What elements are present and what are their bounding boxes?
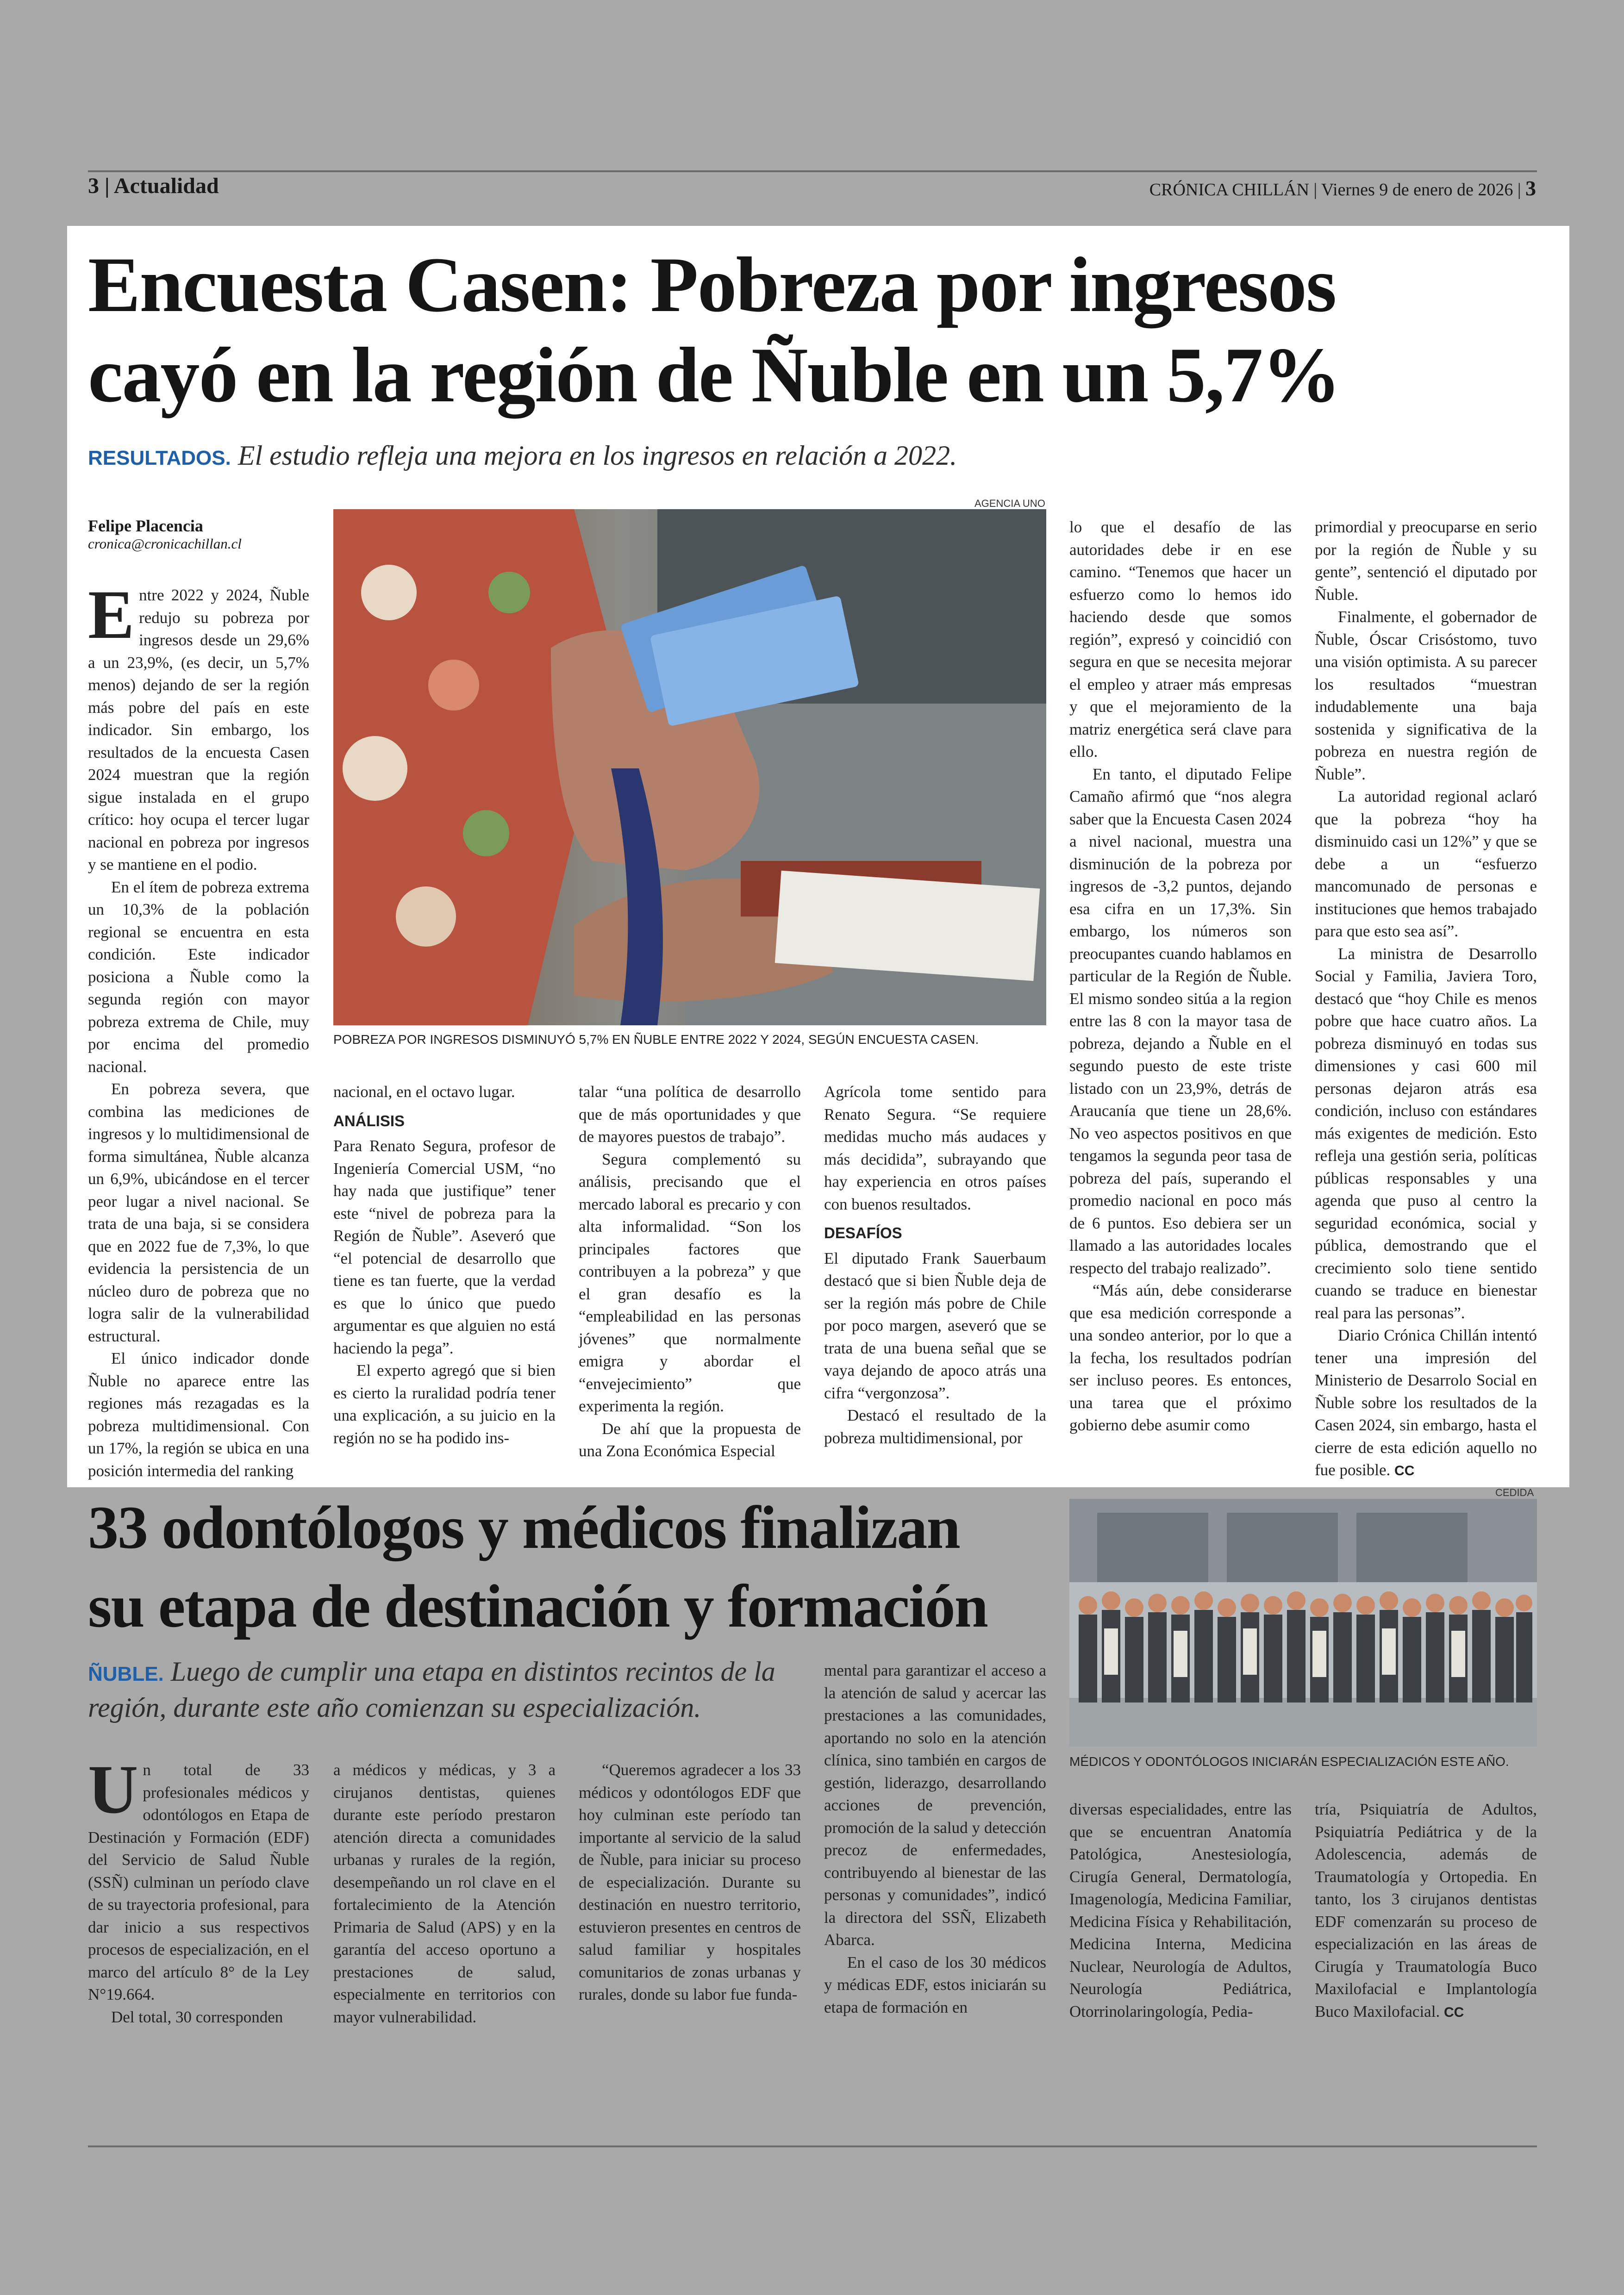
article1-column-4 [824, 1081, 1046, 1449]
dropcap: E [88, 576, 135, 653]
photo-credit: AGENCIA UNO [974, 498, 1045, 509]
photo-caption: POBREZA POR INGRESOS DISMINUYÓ 5,7% EN ÑUBLE ENTRE 2022 Y 2024, SEGÚN ENCUESTA CASEN. [333, 1032, 979, 1047]
page-number-right: 3 [1525, 176, 1536, 200]
paragraph: En pobreza severa, que combina las mediciones de ingresos y lo multidimensional de forma simultánea, Ñuble alcanza un 6,9%, ubicándose en el tercer peor lugar a nivel nacional. Se trata de una baja, si se considera que en 2022 fue de 7,3%, lo que evidencia la persistencia de un núcleo duro de pobreza que no logra salir de la vulnerabilidad estructural. [88, 1080, 309, 1345]
paragraph: “Más aún, debe considerarse que esa medición corresponde a una sondeo anterior, por lo que a la fecha, los resultados podrían ser incluso peores. Es entonces, una tarea que el próximo gobierno debe asumir como [1069, 1281, 1292, 1434]
photo-illustration [333, 509, 1046, 1025]
paragraph: primordial y preocuparse en serio por la región de Ñuble y su gente”, sentenció el diputado por Ñuble. [1315, 518, 1537, 604]
article1-column-6 [1315, 516, 1537, 1483]
paragraph: nacional, en el octavo lugar. [333, 1083, 515, 1101]
paragraph: Del total, 30 corresponden [111, 2008, 283, 2026]
paragraph: Finalmente, el gobernador de Ñuble, Óscar Crisóstomo, tuvo una visión optimista. A su parecer los resultados “muestran indudablemente una baja sostenida y significativa de la pobreza en nuestra región de Ñuble”. [1315, 608, 1537, 783]
paragraph: En tanto, el diputado Felipe Camaño afirmó que “nos alegra saber que la Encuesta Casen 2024 a nivel nacional, muestra una disminución de la pobreza por ingresos de -3,2 puntos, dejando esa cifra en un 17,3%. Sin embargo, los números son preocupantes cuando hablamos en particular de la Región de Ñuble. El mismo sondeo sitúa a la region entre las 8 con la mayor tasa de pobreza, dejando a Ñuble en el segundo puesto de este triste listado con un 23,9%, detrás de Araucanía que tiene un 28,6%. No veo aspectos positivos en que tengamos la segunda peor tasa de pobreza del país, superando el promedio nacional en poco más de 6 puntos. Eso debiera ser un llamado a las autoridades locales respecto del trabajo realizado”. [1069, 765, 1292, 1277]
article-photo-hands-cash [333, 509, 1046, 1025]
end-mark: CC [1394, 1463, 1415, 1478]
headline-line-1: Encuesta Casen: Pobreza por ingresos [88, 241, 1336, 328]
paragraph: Agrícola tome sentido para Renato Segura. “Se requiere medidas mucho más audaces y más decidida”, subrayando que hay experiencia en otros países con buenos resultados. [824, 1083, 1046, 1213]
subhead-analisis: ANÁLISIS [333, 1112, 405, 1129]
paragraph: Destacó el resultado de la pobreza multidimensional, por [824, 1406, 1046, 1447]
headline-line-2: cayó en la región de Ñuble en un 5,7% [88, 331, 1340, 418]
headline2-line-2: su etapa de destinación y formación [88, 1572, 987, 1640]
paragraph: En el ítem de pobreza extrema un 10,3% de la población regional se encuentra en esta condición. Este indicador posiciona a Ñuble como la segunda región con mayor pobreza extrema de Chile, muy por encima del promedio nacional. [88, 878, 309, 1076]
headline2-line-1: 33 odontólogos y médicos finalizan [88, 1493, 960, 1561]
kicker-text: El estudio refleja una mejora en los ingresos en relación a 2022. [237, 440, 957, 471]
photo-credit: CEDIDA [1495, 1487, 1534, 1498]
paragraph: De ahí que la propuesta de una Zona Económica Especial [579, 1419, 801, 1460]
article1-column-5 [1069, 516, 1292, 1437]
article2-column-5 [1069, 1798, 1292, 2023]
paragraph: En el caso de los 30 médicos y médicas EDF, estos iniciarán su etapa de formación en [824, 1953, 1046, 2016]
paragraph: ntre 2022 y 2024, Ñuble redujo su pobreza por ingresos desde un 29,6% a un 23,9%, (es decir, un 5,7% menos) dejando de ser la región más pobre del país en este indicador. Sin embargo, los resultados de la encuesta Casen 2024 muestran que la región sigue instalada en el grupo crítico: hoy ocupa el tercer lugar nacional en pobreza por ingresos y se mantiene en el podio. [88, 586, 309, 873]
kicker-2 [88, 1655, 810, 1724]
article1-column-1 [88, 576, 309, 1482]
paragraph: talar “una política de desarrollo que de más oportunidades y que de mayores puestos de trabajo”. [579, 1083, 801, 1146]
article2-column-3 [579, 1759, 801, 2006]
folio-left: 3 | Actualidad [88, 174, 219, 198]
subhead-desafios: DESAFÍOS [824, 1224, 902, 1241]
article1-column-3 [579, 1081, 801, 1463]
page-number-left: 3 [88, 174, 99, 198]
kicker [88, 440, 957, 472]
paragraph: Para Renato Segura, profesor de Ingeniería Comercial USM, “no hay nada que justifique” tener este “nivel de pobreza para la Región de Ñuble”. Aseveró que “el potencial de desarrollo que tiene es tan fuerte, que la verdad es que lo único que puedo argumentar es que alguien no está haciendo la pega”. [333, 1137, 556, 1357]
paragraph: Diario Crónica Chillán intentó tener una impresión del Ministerio de Desarrolo Social en Ñuble sobre los resultados de la Casen 2024, sin embargo, hasta el cierre de esta edición aquello no fue posible. [1315, 1326, 1537, 1479]
folio-right: CRÓNICA CHILLÁN | Viernes 9 de enero de 2026 | 3 [1149, 176, 1536, 200]
byline-name: Felipe Placencia [88, 517, 203, 535]
bottom-rule [88, 2145, 1537, 2147]
article2-column-6 [1315, 1798, 1537, 2024]
paragraph: diversas especialidades, entre las que se encuentran Anatomía Patológica, Anestesiología, Cirugía General, Dermatología, Imagenología, Medicina Familiar, Medicina Física y Rehabilitación, Medicina Interna, Medicina Nuclear, Neurología de Adultos, Neurología Pediátrica, Otorrinolaringología, Pedia- [1069, 1800, 1292, 2021]
paragraph: La ministra de Desarrollo Social y Familia, Javiera Toro, destacó que “hoy Chile es menos pobre que hace cuatro años. La pobreza disminuyó en todas sus dimensiones y casi 600 mil personas dejaron atrás esa condición, incluso con estándares más exigentes de medición. Esto refleja una gestión seria, políticas públicas responsables y una agenda que puso al centro la seguridad económica, social y pública, demostrando que el crecimiento solo tiene sentido cuando se traduce en bienestar real para las personas”. [1315, 944, 1537, 1322]
article1-column-2 [333, 1081, 556, 1449]
paragraph: n total de 33 profesionales médicos y odontólogos en Etapa de Destinación y Formación (EDF) del Servicio de Salud Ñuble (SSÑ) culminan un período clave de su trayectoria profesional, para dar inicio a sus respectivos procesos de especialización, en el marco del artículo 8° de la Ley N°19.664. [88, 1761, 309, 2003]
byline [88, 516, 310, 552]
section-name: Actualidad [113, 174, 219, 198]
end-mark: CC [1443, 2004, 1464, 2020]
top-rule [88, 170, 1537, 172]
paragraph: a médicos y médicas, y 3 a cirujanos dentistas, quienes durante este período prestaron atención directa a comunidades urbanas y rurales de la región, desempeñando un rol clave en el fortalecimiento de la Atención Primaria de Salud (APS) y en la garantía del acceso oportuno a prestaciones de salud, especialmente en territorios con mayor vulnerabilidad. [333, 1761, 556, 2026]
byline-email: cronica@cronicachillan.cl [88, 536, 242, 552]
article2-column-1 [88, 1751, 309, 2028]
group-photo-doctors [1069, 1499, 1537, 1746]
photo-caption-2: MÉDICOS Y ODONTÓLOGOS INICIARÁN ESPECIALIZACIÓN ESTE AÑO. [1069, 1754, 1509, 1769]
kicker-tag: ÑUBLE. [88, 1663, 164, 1685]
paragraph: El único indicador donde Ñuble no aparece entre las regiones más rezagadas es la pobreza multidimensional. Con un 17%, la región se ubica en una posición intermedia del ranking [88, 1349, 309, 1480]
paragraph: Segura complementó su análisis, precisando que el mercado laboral es precario y con alta informalidad. “Son los principales factores que contribuyen a la pobreza” y que el gran desafío es la “empleabilidad en las personas jóvenes” que normalmente emigra y abordar el “envejecimiento” que experimenta la región. [579, 1150, 801, 1415]
paragraph: El diputado Frank Sauerbaum destacó que si bien Ñuble deja de ser la región más pobre de Chile por poco margen, aseveró que se trata de una buena señal que se vaya dejando de apoco atrás una cifra “vergonzosa”. [824, 1249, 1046, 1402]
paragraph: mental para garantizar el acceso a la atención de salud y acercar las prestaciones a las comunidades, aportando no solo en la atención clínica, sino también en cargos de gestión, liderazgo, desarrollando acciones de prevención, promoción de la salud y detección precoz de enfermedades, contribuyendo al bienestar de las personas y comunidades”, indicó la directora del SSÑ, Elizabeth Abarca. [824, 1661, 1046, 1949]
paragraph: La autoridad regional aclaró que la pobreza “hoy ha disminuido casi un 12%” y que se debe a un “esfuerzo mancomunado de personas e instituciones que hemos trabajado para que esto sea así”. [1315, 787, 1537, 940]
kicker-text: Luego de cumplir una etapa en distintos recintos de la región, durante este año comienzan su especialización. [88, 1656, 775, 1723]
article2-column-2 [333, 1759, 556, 2028]
kicker-tag: RESULTADOS. [88, 447, 231, 469]
dropcap: U [88, 1751, 138, 1828]
paragraph: “Queremos agradecer a los 33 médicos y odontólogos EDF que hoy culminan este período tan importante al servicio de la salud de Ñuble, para iniciar su proceso de especialización. Durante su destinación en nuestro territorio, estuvieron presentes en centros de salud familiar y hospitales comunitarios de zonas urbanas y rurales, donde su labor fue funda- [579, 1761, 801, 2003]
article2-column-4 [824, 1659, 1046, 2019]
issue-date: Viernes 9 de enero de 2026 [1321, 180, 1513, 200]
paper-name: CRÓNICA CHILLÁN [1149, 180, 1309, 200]
photo-illustration [1069, 1499, 1537, 1746]
paragraph: tría, Psiquiatría de Adultos, Psiquiatría Pediátrica y de la Adolescencia, además de Traumatología y Ortopedia. En tanto, los 3 cirujanos dentistas EDF comenzarán su proceso de especialización en las áreas de Cirugía y Traumatología Buco Maxilofacial e Implantología Buco Maxilofacial. [1315, 1800, 1537, 2021]
paragraph: lo que el desafío de las autoridades debe ir en ese camino. “Tenemos que hacer un esfuerzo como lo hemos ido haciendo desde que somos región”, expresó y coincidió con segura en que se necesita mejorar el empleo y atraer más empresas y que el mejoramiento de la matriz energética será clave para ello. [1069, 518, 1292, 761]
paragraph: El experto agregó que si bien es cierto la ruralidad podría tener una explicación, a su juicio en la región no se ha podido ins- [333, 1361, 556, 1447]
